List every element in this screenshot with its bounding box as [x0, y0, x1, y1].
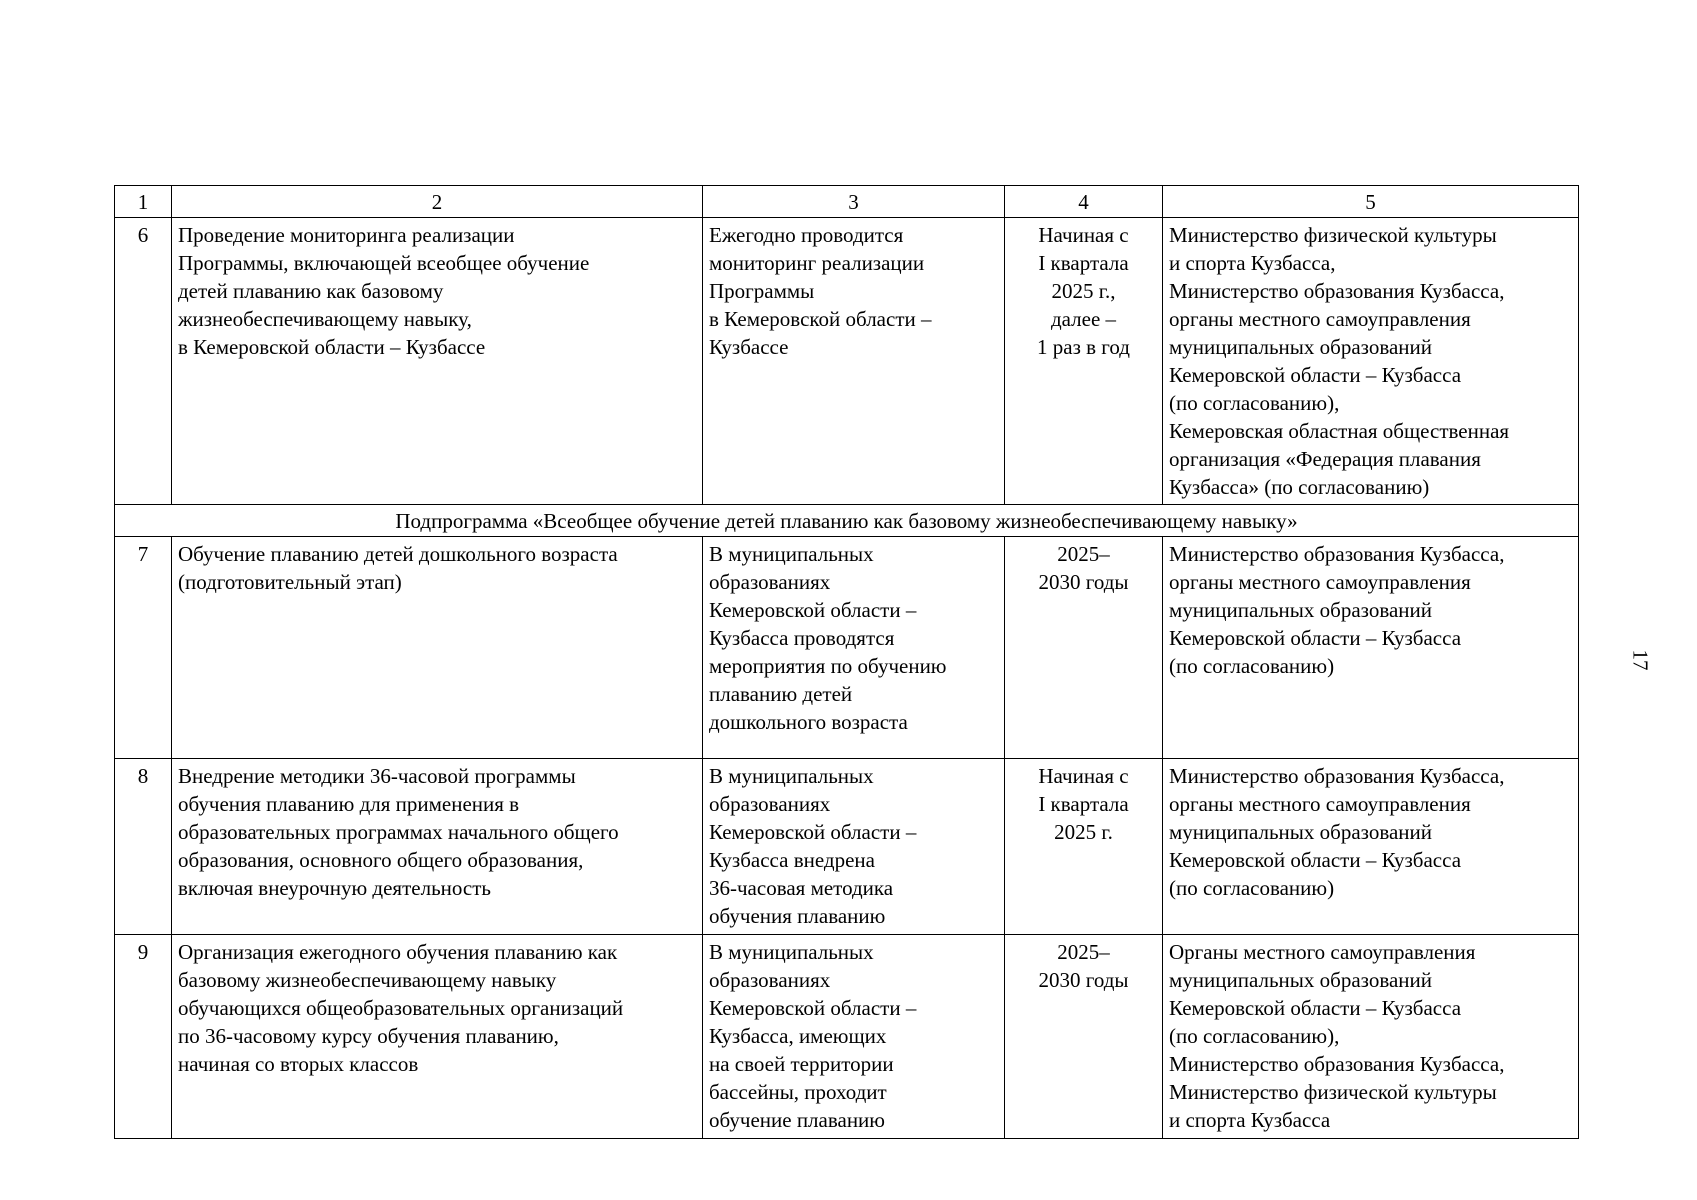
event-cell: Проведение мониторинга реализации Программы, включающей всеобщее обучение детей плаванию как базовому жизнеобеспечивающему навыку, в Кемеровской области – Кузбассе [172, 218, 703, 505]
row-number: 7 [115, 537, 172, 759]
executors-cell: Министерство физической культуры и спорта Кузбасса, Министерство образования Кузбасса, органы местного самоуправления муниципальных образований Кемеровской области – Кузбасса (по согласованию), Кемеровская областная общественная организация «Федерация плавания Кузбасса» (по согласованию) [1163, 218, 1579, 505]
table-row [115, 218, 1579, 505]
event-cell: Организация ежегодного обучения плаванию как базовому жизнеобеспечивающему навыку обучающихся общеобразовательных организаций по 36-часовому курсу обучения плаванию, начиная со вторых классов [172, 935, 703, 1139]
result-cell: Ежегодно проводится мониторинг реализации Программы в Кемеровской области – Кузбассе [703, 218, 1005, 505]
event-cell: Внедрение методики 36-часовой программы обучения плаванию для применения в образовательных программах начального общего образования, основного общего образования, включая внеурочную деятельность [172, 759, 703, 935]
row-number: 6 [115, 218, 172, 505]
term-cell: 2025– 2030 годы [1005, 537, 1163, 759]
term-cell: 2025– 2030 годы [1005, 935, 1163, 1139]
result-cell: В муниципальных образованиях Кемеровской области – Кузбасса проводятся мероприятия по обучению плаванию детей дошкольного возраста [703, 537, 1005, 759]
header-cell-5: 5 [1163, 186, 1579, 218]
event-cell: Обучение плаванию детей дошкольного возраста (подготовительный этап) [172, 537, 703, 759]
result-cell: В муниципальных образованиях Кемеровской области – Кузбасса, имеющих на своей территории бассейны, проходит обучение плаванию [703, 935, 1005, 1139]
result-cell: В муниципальных образованиях Кемеровской области – Кузбасса внедрена 36-часовая методика обучения плаванию [703, 759, 1005, 935]
header-cell-3: 3 [703, 186, 1005, 218]
header-cell-2: 2 [172, 186, 703, 218]
executors-cell: Министерство образования Кузбасса, органы местного самоуправления муниципальных образований Кемеровской области – Кузбасса (по согласованию) [1163, 537, 1579, 759]
subprogram-row [115, 505, 1579, 537]
page-number: 17 [1628, 649, 1653, 671]
term-cell: Начиная с I квартала 2025 г., далее – 1 раз в год [1005, 218, 1163, 505]
executors-cell: Органы местного самоуправления муниципальных образований Кемеровской области – Кузбасса (по согласованию), Министерство образования Кузбасса, Министерство физической культуры и спорта Кузбасса [1163, 935, 1579, 1139]
table-row [115, 537, 1579, 759]
term-cell: Начиная с I квартала 2025 г. [1005, 759, 1163, 935]
header-cell-4: 4 [1005, 186, 1163, 218]
row-number: 8 [115, 759, 172, 935]
executors-cell: Министерство образования Кузбасса, органы местного самоуправления муниципальных образований Кемеровской области – Кузбасса (по согласованию) [1163, 759, 1579, 935]
table-row [115, 935, 1579, 1139]
header-cell-1: 1 [115, 186, 172, 218]
table-header-row [115, 186, 1579, 218]
row-number: 9 [115, 935, 172, 1139]
subprogram-title: Подпрограмма «Всеобщее обучение детей плаванию как базовому жизнеобеспечивающему навыку» [115, 505, 1579, 537]
action-plan-table [114, 185, 1579, 1139]
table-row [115, 759, 1579, 935]
